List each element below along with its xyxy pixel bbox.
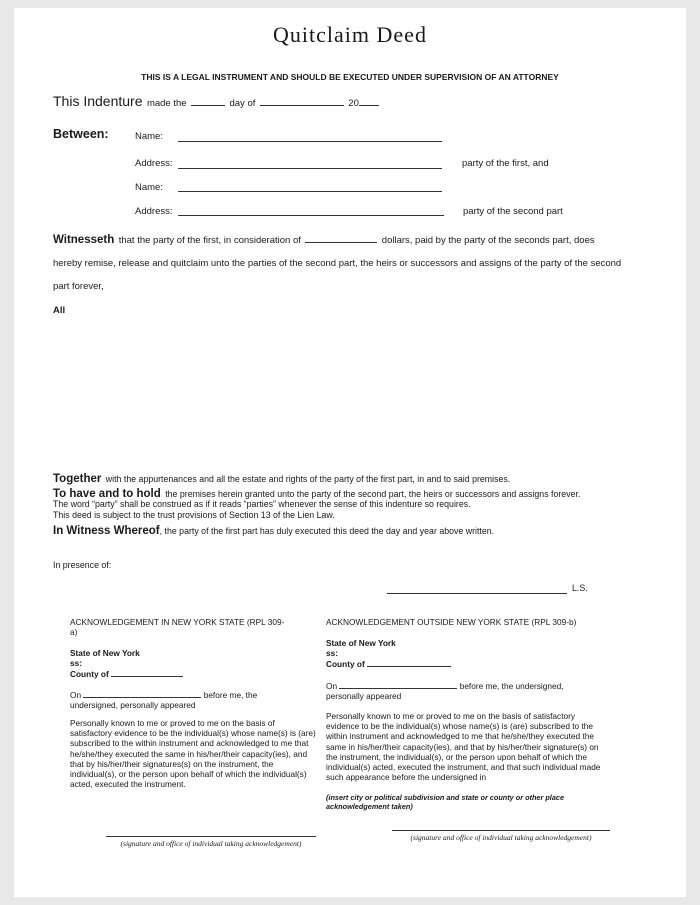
ack-ny-county-blank[interactable]	[111, 668, 183, 677]
second-name-label: Name:	[135, 182, 163, 193]
ack-outside-county-label: County of	[326, 659, 365, 670]
ack-outside-heading: ACKNOWLEDGEMENT OUTSIDE NEW YORK STATE (RPL 309-b)	[326, 617, 577, 627]
trust-note: This deed is subject to the trust provisions of Section 13 of the Lien Law.	[53, 510, 335, 520]
to-have-text: the premises herein granted unto the party of the second part, the heirs or successors and assigns forever.	[165, 489, 581, 499]
ack-outside-on-block	[326, 680, 616, 701]
party-second-label: party of the second part	[463, 206, 563, 217]
ack-outside-county-line	[326, 658, 586, 669]
ack-outside-before-me: before me, the undersigned,	[459, 681, 564, 691]
ack-outside-signature-caption: (signature and office of individual taking acknowledgement)	[410, 833, 592, 842]
in-witness-line	[53, 521, 494, 539]
ack-ny-ss: ss:	[70, 658, 82, 669]
first-address-label: Address:	[135, 158, 173, 169]
ack-outside-on-label: On	[326, 681, 338, 691]
ack-ny-heading-line2: a)	[70, 627, 78, 638]
ack-outside-county-blank[interactable]	[367, 658, 451, 667]
month-blank[interactable]	[260, 95, 344, 106]
ack-ny-before-me: before me, the	[203, 690, 258, 700]
first-address-field[interactable]	[178, 168, 442, 169]
ack-outside-on-line	[326, 680, 616, 691]
ack-outside-date-blank[interactable]	[339, 680, 457, 689]
ack-ny-heading	[70, 617, 310, 637]
ack-ny-heading-line1: ACKNOWLEDGEMENT IN NEW YORK STATE (RPL 309-	[70, 617, 285, 627]
ack-outside-state-block	[326, 638, 586, 670]
ack-ny-undersigned: undersigned, personally appeared	[70, 700, 196, 711]
ack-ny-county-line	[70, 668, 310, 679]
in-presence-label: In presence of:	[53, 560, 112, 570]
day-of-label: day of	[229, 98, 256, 109]
indenture-heading: This Indenture	[53, 93, 143, 109]
ack-outside-paragraph: Personally known to me or proved to me on the basis of satisfactory evidence to be the individual(s) whose name(s) is (are) subscribed to the within instrument and acknowledged to me that he/she/they executed the same in his/her/their capacity(ies), and that by his/her/their signature(s) on the instrument, the individual(s), or the person upon behalf of which the individual(s) acted, executed the instrument, and that such individual made such appearance before the undersigned in	[326, 711, 601, 783]
deed-page	[14, 8, 686, 897]
ack-outside-ss: ss:	[326, 648, 338, 659]
indenture-line	[53, 93, 379, 111]
year-blank[interactable]	[359, 95, 379, 106]
day-blank[interactable]	[191, 95, 225, 106]
ack-ny-state: State of New York	[70, 648, 140, 658]
ack-ny-state-block	[70, 648, 310, 680]
witnesseth-text-a: that the party of the first, in consideration of	[118, 235, 301, 246]
first-name-label: Name:	[135, 131, 163, 142]
between-heading: Between:	[53, 127, 109, 141]
in-witness-heading: In Witness Whereof	[53, 525, 160, 537]
year-prefix: 20	[348, 98, 359, 109]
made-the-label: made the	[146, 98, 187, 109]
ack-ny-county-label: County of	[70, 669, 109, 680]
second-address-label: Address:	[135, 206, 173, 217]
ack-ny-on-label: On	[70, 690, 82, 700]
together-heading: Together	[53, 473, 102, 485]
witnesseth-line-2: hereby remise, release and quitclaim unto the parties of the second part, the heirs or successors and assigns of the party of the second	[53, 258, 622, 269]
ack-ny-date-blank[interactable]	[83, 689, 201, 698]
ack-outside-state: State of New York	[326, 638, 396, 648]
second-name-field[interactable]	[178, 191, 442, 192]
party-note: The word “party” shall be construed as if it reads “parties” whenever the sense of this indenture so requires.	[53, 499, 471, 509]
grantor-signature-line[interactable]	[387, 593, 567, 594]
ack-ny-on-line	[70, 689, 310, 700]
witnesseth-heading: Witnesseth	[53, 234, 115, 246]
first-name-field[interactable]	[178, 141, 442, 142]
attorney-notice: THIS IS A LEGAL INSTRUMENT AND SHOULD BE EXECUTED UNDER SUPERVISION OF AN ATTORNEY	[141, 72, 559, 82]
ack-ny-signature-caption: (signature and office of individual taking acknowledgement)	[120, 839, 302, 848]
second-address-field[interactable]	[178, 215, 444, 216]
party-first-label: party of the first, and	[462, 158, 549, 169]
witnesseth-line	[53, 230, 595, 248]
ack-ny-on-block	[70, 689, 310, 710]
in-witness-text: , the party of the first part has duly executed this deed the day and year above written.	[159, 526, 495, 536]
document-title: Quitclaim Deed	[273, 22, 427, 47]
witnesseth-line-3: part forever,	[53, 281, 104, 292]
all-label: All	[53, 305, 66, 316]
ack-ny-signature-line[interactable]	[106, 836, 316, 837]
ack-outside-personally: personally appeared	[326, 691, 402, 702]
to-have-heading: To have and to hold	[53, 488, 161, 500]
ls-label: L.S.	[572, 583, 588, 593]
together-text: with the appurtenances and all the estate and rights of the party of the first part, in and to said premises.	[105, 474, 511, 484]
ack-ny-paragraph: Personally known to me or proved to me on the basis of satisfactory evidence to be the individual(s) whose name(s) is (are) subscribed to the within instrument and acknowledged to me that he/she/they executed the same in his/her/their capacity(ies), and that by his/her/their signatures(s) on the instrument, the individual(s), or the person upon behalf of which the individual(s) acted, executed the instrument.	[70, 718, 316, 790]
ack-outside-italic-note: (insert city or political subdivision and state or county or other place acknowledgement taken)	[326, 793, 565, 811]
ack-outside-signature-line[interactable]	[392, 830, 610, 831]
consideration-blank[interactable]	[305, 232, 377, 243]
witnesseth-text-b: dollars, paid by the party of the seconds part, does	[381, 235, 595, 246]
